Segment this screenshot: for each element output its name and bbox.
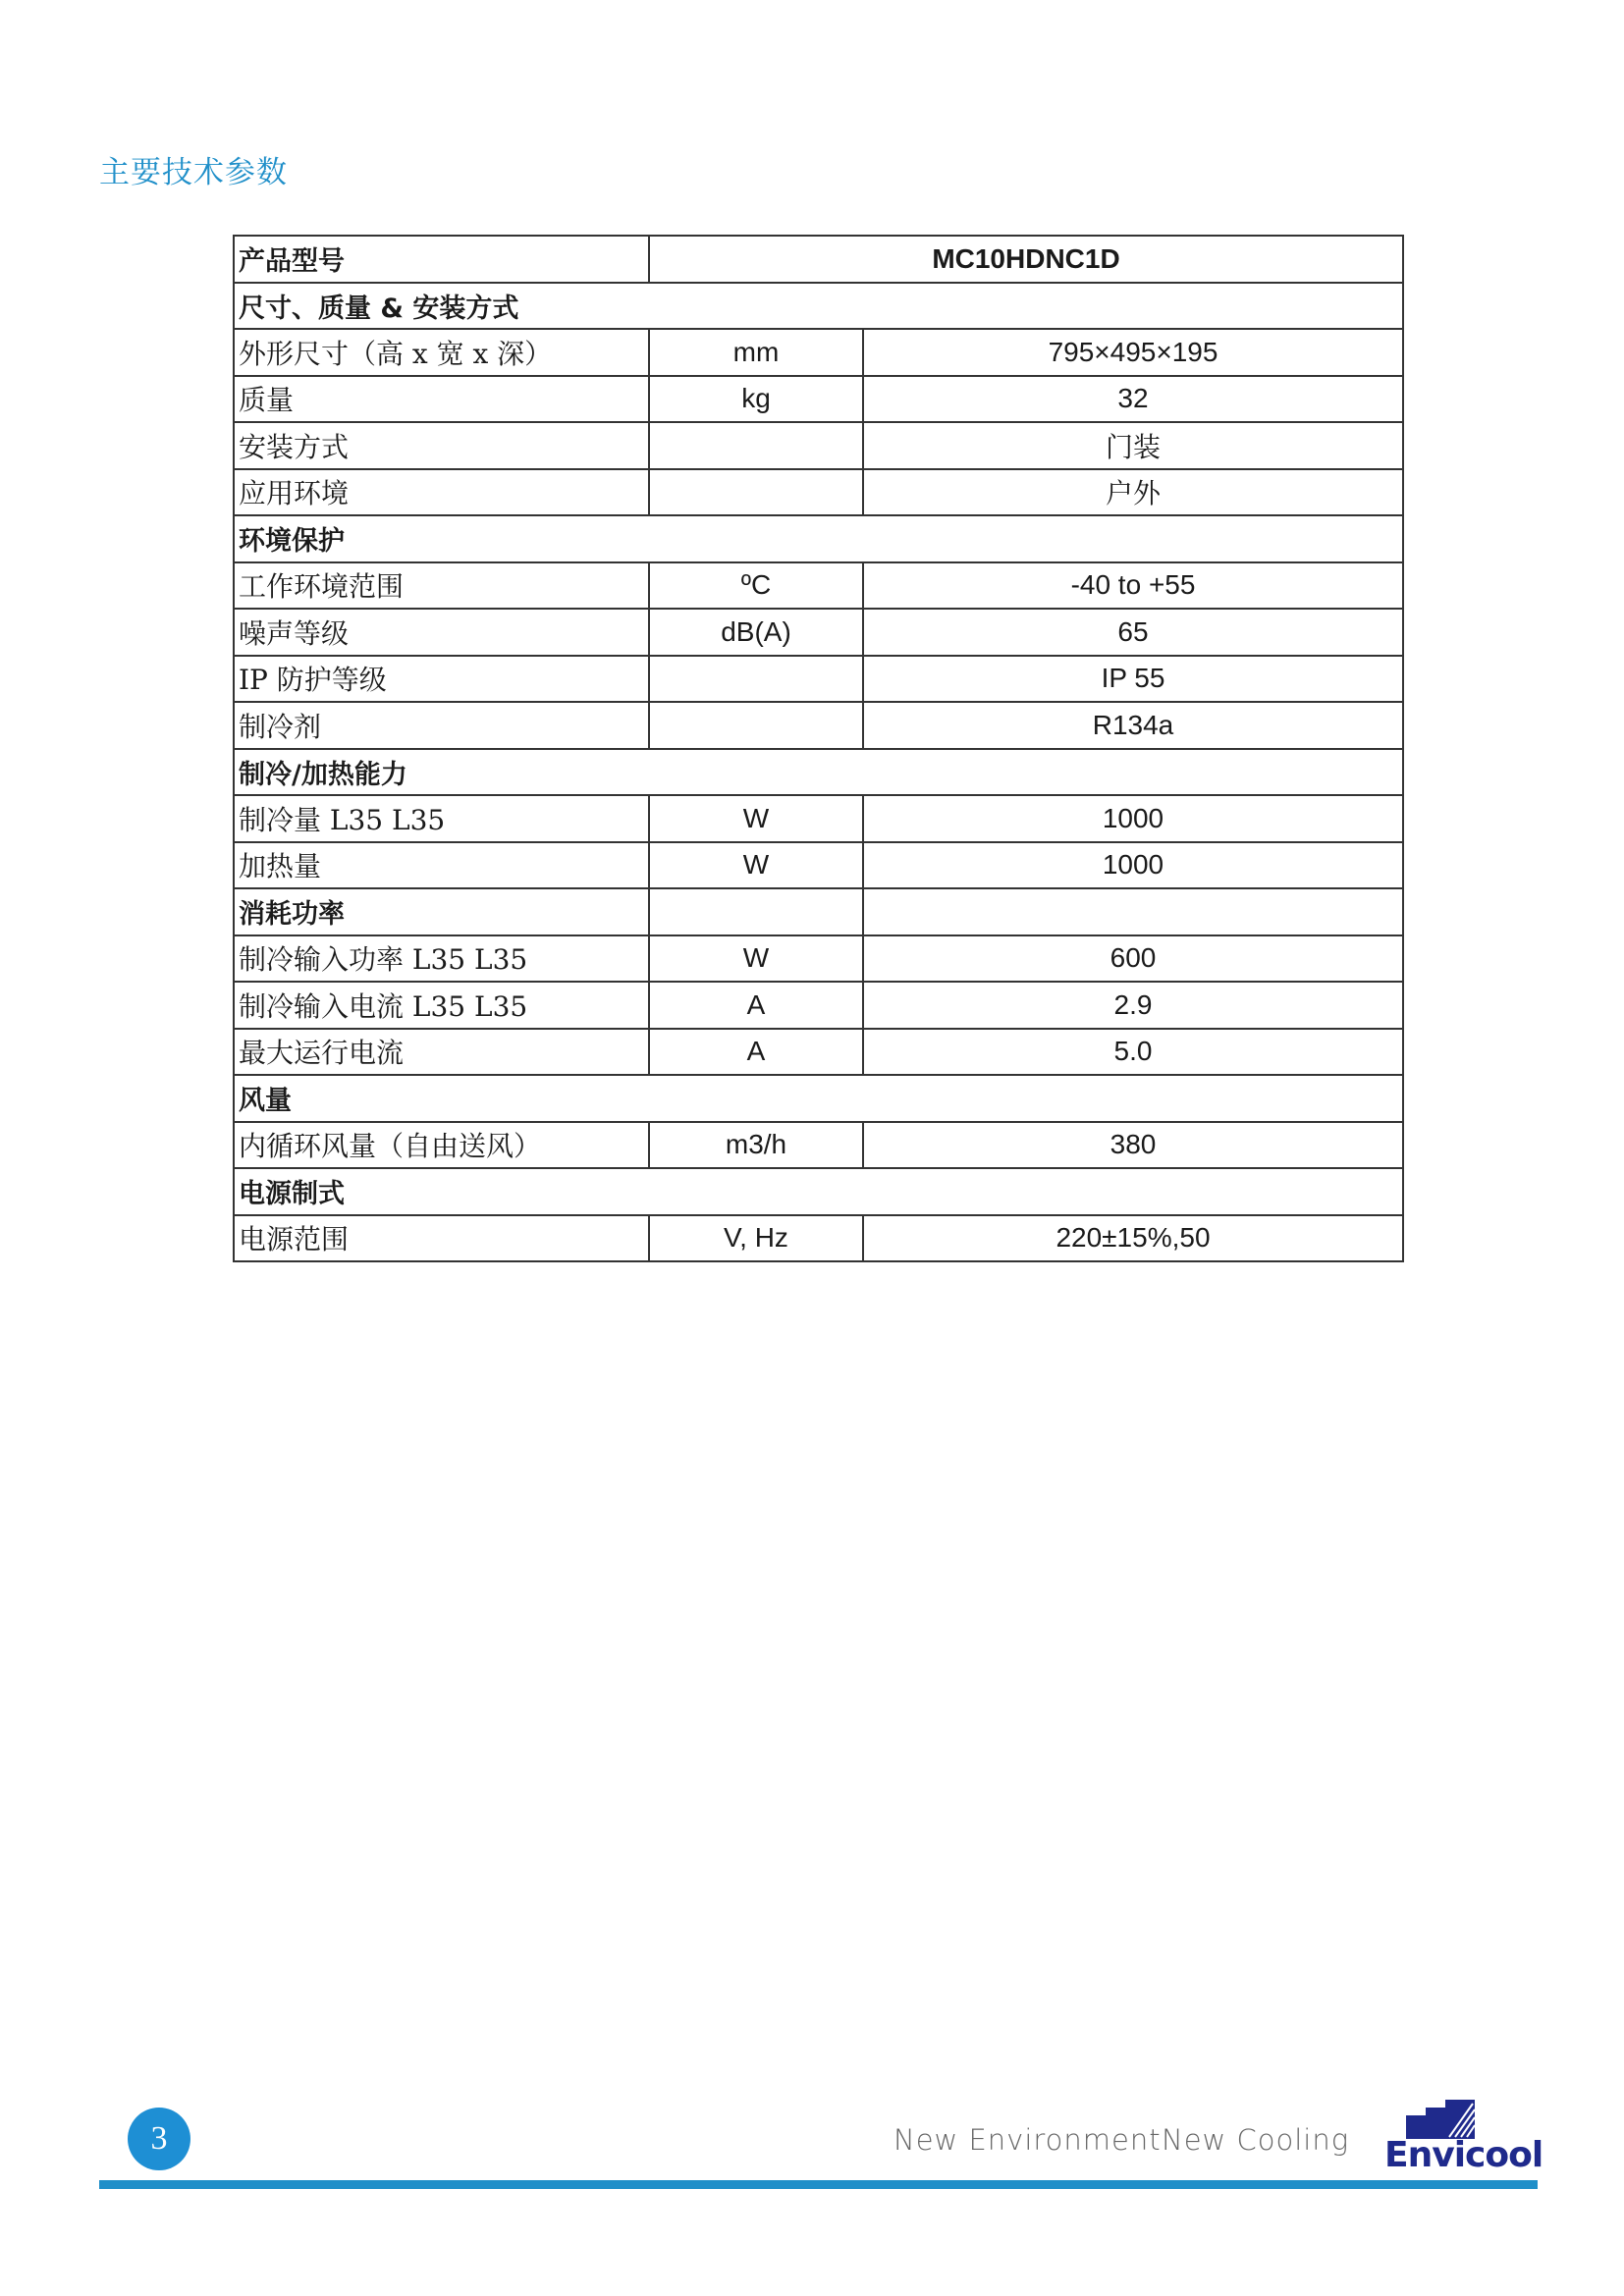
table-section-row	[234, 515, 1403, 562]
param-label: 制冷量 L35 L35	[234, 795, 649, 842]
table-row	[234, 982, 1403, 1029]
param-unit	[649, 656, 863, 703]
param-value: IP 55	[863, 656, 1403, 703]
param-unit: V, Hz	[649, 1215, 863, 1262]
brand-logo	[1384, 2098, 1542, 2180]
param-unit: W	[649, 935, 863, 983]
param-label: IP 防护等级	[234, 656, 649, 703]
table-row	[234, 376, 1403, 423]
param-value: 户外	[863, 469, 1403, 516]
param-unit: mm	[649, 329, 863, 376]
table-row	[234, 656, 1403, 703]
param-value: 32	[863, 376, 1403, 423]
table-row-model	[234, 236, 1403, 283]
empty-cell	[649, 888, 863, 935]
param-label: 内循环风量（自由送风）	[234, 1122, 649, 1169]
param-label: 最大运行电流	[234, 1029, 649, 1076]
param-unit	[649, 422, 863, 469]
param-label: 加热量	[234, 842, 649, 889]
param-value: 1000	[863, 842, 1403, 889]
param-unit: W	[649, 842, 863, 889]
param-label: 电源范围	[234, 1215, 649, 1262]
section-heading: 消耗功率	[234, 888, 649, 935]
table-row	[234, 702, 1403, 749]
spec-table	[233, 235, 1404, 1262]
section-heading: 制冷/加热能力	[234, 749, 1403, 796]
slogan-new-environment: New Environment	[893, 2123, 1162, 2157]
param-unit: A	[649, 982, 863, 1029]
section-heading: 环境保护	[234, 515, 1403, 562]
table-section-row	[234, 749, 1403, 796]
table-row	[234, 795, 1403, 842]
page-number-badge	[128, 2108, 190, 2170]
param-label: 质量	[234, 376, 649, 423]
table-row	[234, 1215, 1403, 1262]
section-heading: 尺寸、质量 & 安装方式	[234, 283, 1403, 330]
param-unit	[649, 469, 863, 516]
param-unit: ºC	[649, 562, 863, 610]
table-row	[234, 329, 1403, 376]
model-value: MC10HDNC1D	[649, 236, 1403, 283]
empty-cell	[863, 888, 1403, 935]
table-row	[234, 562, 1403, 610]
param-value: 220±15%,50	[863, 1215, 1403, 1262]
param-label: 外形尺寸（高 x 宽 x 深）	[234, 329, 649, 376]
table-row	[234, 609, 1403, 656]
param-label: 制冷输入功率 L35 L35	[234, 935, 649, 983]
table-row	[234, 422, 1403, 469]
table-section-row	[234, 888, 1403, 935]
table-section-row	[234, 283, 1403, 330]
logo-mark-icon	[1404, 2098, 1485, 2139]
param-value: 380	[863, 1122, 1403, 1169]
param-unit: m3/h	[649, 1122, 863, 1169]
param-value: 门装	[863, 422, 1403, 469]
param-label: 制冷输入电流 L35 L35	[234, 982, 649, 1029]
param-value: 5.0	[863, 1029, 1403, 1076]
table-row	[234, 842, 1403, 889]
param-unit: kg	[649, 376, 863, 423]
brand-name: Envicool	[1384, 2135, 1543, 2175]
param-value: 795×495×195	[863, 329, 1403, 376]
param-value: 65	[863, 609, 1403, 656]
table-row	[234, 1122, 1403, 1169]
param-unit: W	[649, 795, 863, 842]
table-row	[234, 469, 1403, 516]
param-label: 工作环境范围	[234, 562, 649, 610]
param-label: 噪声等级	[234, 609, 649, 656]
param-unit	[649, 702, 863, 749]
table-section-row	[234, 1075, 1403, 1122]
param-value: R134a	[863, 702, 1403, 749]
model-label: 产品型号	[234, 236, 649, 283]
slogan-new-cooling: New Cooling	[1162, 2123, 1350, 2157]
table-section-row	[234, 1168, 1403, 1215]
param-value: 1000	[863, 795, 1403, 842]
table-row	[234, 1029, 1403, 1076]
param-label: 制冷剂	[234, 702, 649, 749]
param-unit: A	[649, 1029, 863, 1076]
param-value: 2.9	[863, 982, 1403, 1029]
page-title: 主要技术参数	[99, 155, 288, 190]
param-value: 600	[863, 935, 1403, 983]
param-unit: dB(A)	[649, 609, 863, 656]
section-heading: 风量	[234, 1075, 1403, 1122]
table-row	[234, 935, 1403, 983]
param-value: -40 to +55	[863, 562, 1403, 610]
section-heading: 电源制式	[234, 1168, 1403, 1215]
param-label: 安装方式	[234, 422, 649, 469]
param-label: 应用环境	[234, 469, 649, 516]
page-number: 3	[150, 2120, 168, 2157]
footer-bar	[99, 2180, 1538, 2189]
